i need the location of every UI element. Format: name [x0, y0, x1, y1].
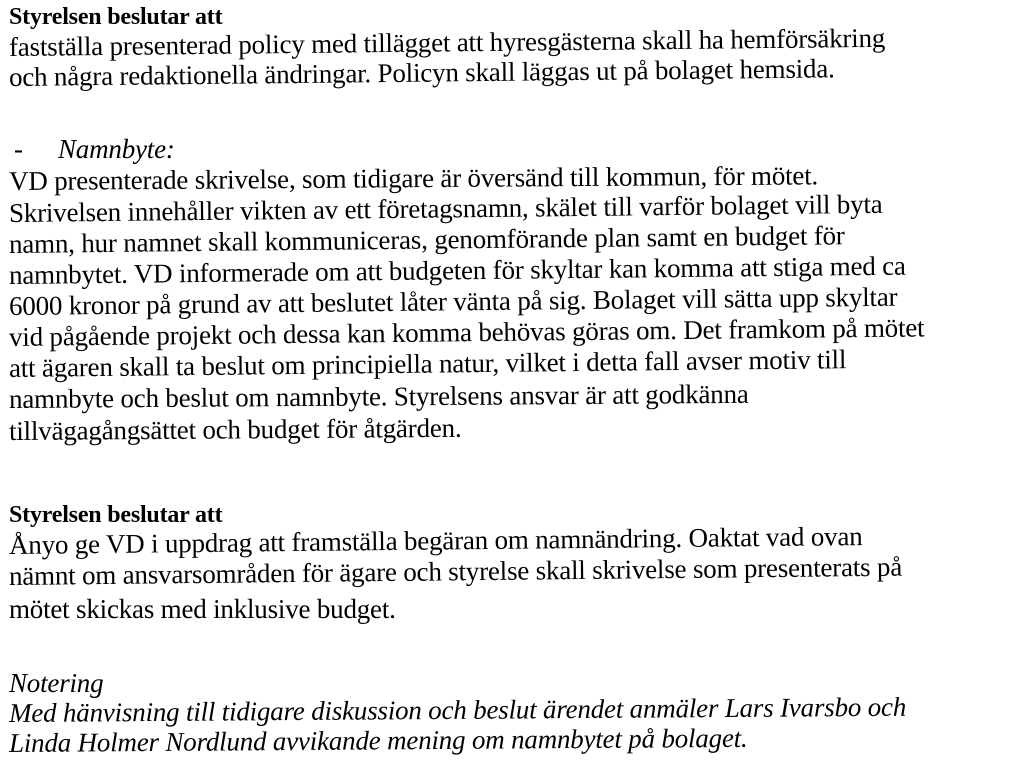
section1-line-2: och några redaktionella ändringar. Policyn skall läggas ut på bolaget hemsida. — [8, 53, 835, 92]
section3-heading: Styrelsen beslutar att — [9, 502, 223, 528]
section2-line-8: namnbyte och beslut om namnbyte. Styrelsens ansvar är att godkänna — [8, 378, 749, 414]
section2-line-7: att ägaren skall ta beslut om principiella natur, vilket i detta fall avser motiv till — [8, 344, 847, 383]
section3-line-2: nämnt om ansvarsområden för ägare och styrelse skall skrivelse som presenterats på — [8, 551, 903, 591]
section2-line-4: namnbytet. VD informerade om att budgeten för skyltar kan komma att stiga med ca — [8, 250, 906, 290]
section2-line-5: 6000 kronor på grund av att beslutet låter vänta på sig. Bolaget vill sätta upp skyltar — [8, 281, 898, 321]
section2-line-6: vid pågående projekt och dessa kan komma behövas göras om. Det framkom på mötet — [8, 312, 925, 352]
section4-line-2: Linda Holmer Nordlund avvikande mening om namnbytet på bolaget. — [8, 722, 748, 758]
section2-line-3: namn, hur namnet skall kommuniceras, genomförande plan samt en budget för — [8, 220, 845, 259]
section3-line-1: Ånyo ge VD i uppdrag att framställa begäran om namnändring. Oaktat vad ovan — [8, 521, 863, 560]
section4-line-1: Med hänvisning till tidigare diskussion och beslut ärendet anmäler Lars Ivarsbo och — [8, 691, 907, 728]
section2-bullet: - — [14, 134, 23, 164]
section1-heading: Styrelsen beslutar att — [9, 4, 223, 30]
section1-line-1: fastställa presenterad policy med tillägget att hyresgästerna skall ha hemförsäkring — [8, 22, 886, 62]
section2-line-9: tillvägagångsättet och budget för åtgärden. — [8, 412, 462, 446]
section3-line-3: mötet skickas med inklusive budget. — [9, 594, 396, 624]
section2-line-1: VD presenterade skrivelse, som tidigare är översänd till kommun, för mötet. — [8, 160, 819, 196]
section2-heading: Namnbyte: — [58, 134, 175, 164]
section2-line-2: Skrivelsen innehåller vikten av ett företagsnamn, skälet till varför bolaget vill byta — [8, 188, 883, 228]
section4-heading: Notering — [9, 668, 104, 698]
